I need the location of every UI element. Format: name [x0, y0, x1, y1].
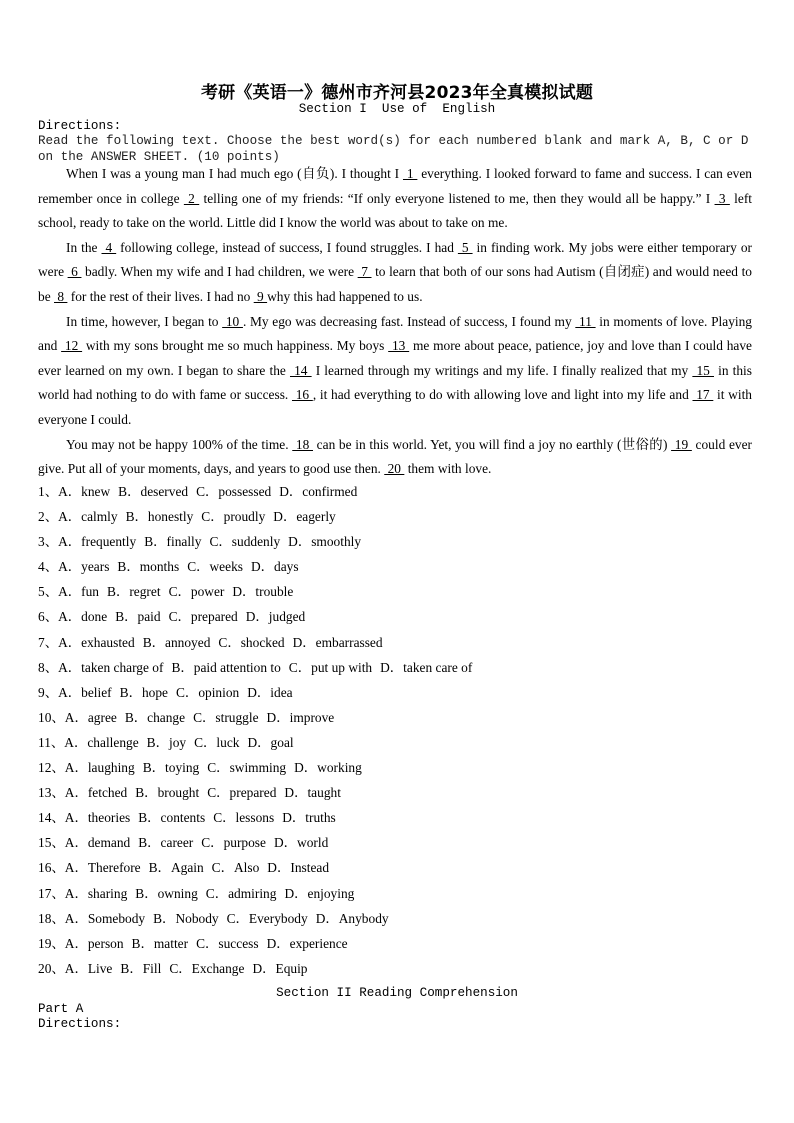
- option-d[interactable]: D．judged: [245, 609, 306, 625]
- passage-text: to learn that both of our sons had Autism (自闭症) and would need to be: [38, 264, 756, 304]
- passage-text: badly. When my wife and I had children, we were: [81, 264, 358, 280]
- option-d[interactable]: D．days: [250, 559, 299, 575]
- option-b[interactable]: B．Again: [148, 860, 204, 876]
- option-d[interactable]: D．working: [294, 760, 362, 776]
- question-number: 7、: [38, 634, 59, 650]
- option-c[interactable]: C．opinion: [176, 684, 240, 700]
- option-b[interactable]: B．finally: [144, 534, 202, 550]
- option-c[interactable]: C．Everybody: [226, 910, 308, 926]
- question-number: 19、: [38, 935, 65, 951]
- option-d[interactable]: D．Equip: [252, 960, 308, 976]
- option-b[interactable]: B．joy: [146, 734, 187, 750]
- passage-text: telling one of my friends: “If only everyone listened to me, then they would all be happy.” I: [199, 190, 715, 206]
- option-c[interactable]: C．prepared: [207, 785, 277, 801]
- option-d[interactable]: D．taken care of: [380, 659, 473, 675]
- option-d[interactable]: D．goal: [247, 734, 294, 750]
- option-d[interactable]: D．trouble: [232, 584, 294, 600]
- option-d[interactable]: D．world: [273, 835, 329, 851]
- option-c[interactable]: C．shocked: [218, 634, 285, 650]
- passage-paragraph: [38, 433, 756, 482]
- question-options-row: [38, 655, 480, 680]
- question-number: 15、: [38, 835, 65, 851]
- question-number: 3、: [38, 534, 59, 550]
- option-b[interactable]: B．matter: [131, 935, 189, 951]
- option-a[interactable]: A．belief: [58, 684, 112, 700]
- option-d[interactable]: D．confirmed: [279, 484, 358, 499]
- option-d[interactable]: D．eagerly: [273, 509, 336, 525]
- passage-paragraph: [38, 162, 756, 236]
- option-b[interactable]: B．honestly: [125, 509, 194, 525]
- option-b[interactable]: B．hope: [119, 684, 168, 700]
- passage-text: could ever give. Put all of your moments, days, and years to good use then.: [38, 436, 756, 477]
- question-number: 6、: [38, 609, 59, 625]
- question-options-row: [38, 680, 480, 705]
- passage-text: . My ego was decreasing fast. Instead of success, I found my: [242, 313, 576, 329]
- passage-text: In the: [66, 239, 102, 255]
- option-c[interactable]: C．luck: [194, 734, 240, 750]
- passage-text: In time, however, I began to: [66, 313, 223, 329]
- option-d[interactable]: D．Instead: [267, 860, 330, 876]
- option-d[interactable]: D．idea: [247, 684, 293, 700]
- option-c[interactable]: C．success: [196, 935, 259, 951]
- section-2-heading: Section II Reading Comprehension: [276, 986, 518, 1000]
- blank-number: 4: [101, 239, 117, 255]
- option-b[interactable]: B．Fill: [120, 960, 162, 976]
- directions-label: Directions:: [38, 119, 122, 133]
- blank-number: 15: [692, 362, 714, 378]
- question-options-row: [38, 630, 480, 655]
- passage-text: in this world had nothing to do with fame or success.: [38, 362, 756, 403]
- question-options-row: [38, 554, 480, 579]
- option-a[interactable]: A．taken charge of: [58, 659, 164, 675]
- option-b[interactable]: B．brought: [135, 785, 200, 801]
- question-options-row: [38, 479, 480, 504]
- option-b[interactable]: B．Nobody: [153, 910, 219, 926]
- blank-number: 9: [253, 288, 268, 304]
- directions-text: Read the following text. Choose the best word(s) for each numbered blank and mark A, B, C or D on the ANSWER SHEET. (10 points): [38, 134, 749, 164]
- option-c[interactable]: C．lessons: [213, 810, 275, 826]
- question-number: 10、: [38, 709, 65, 725]
- option-c[interactable]: C．purpose: [201, 835, 266, 851]
- blank-number: 5: [457, 239, 473, 255]
- passage-text: everything. I looked forward to fame and success. I can even remember once in college: [38, 166, 756, 206]
- option-a[interactable]: A．sharing: [64, 885, 128, 901]
- question-options-row: [38, 931, 480, 956]
- passage-text: them with love.: [404, 461, 492, 477]
- blank-number: 18: [292, 436, 313, 452]
- option-a[interactable]: A．theories: [64, 810, 131, 826]
- passage-text: with my sons brought me so much happiness. My boys: [82, 338, 389, 354]
- option-d[interactable]: D．embarrassed: [292, 634, 383, 650]
- question-number: 14、: [38, 810, 65, 826]
- option-a[interactable]: A．laughing: [64, 760, 135, 776]
- question-options-row: [38, 805, 480, 830]
- option-a[interactable]: A．Somebody: [64, 910, 146, 926]
- option-c[interactable]: C．power: [168, 584, 225, 600]
- passage-text: why this had happened to us.: [267, 288, 423, 304]
- passage-paragraph: [38, 236, 756, 310]
- part-a-label: Part A: [38, 1002, 84, 1016]
- page-title: 考研《英语一》德州市齐河县2023年全真模拟试题: [200, 83, 594, 103]
- option-a[interactable]: A．Live: [64, 960, 113, 976]
- passage-text: for the rest of their lives. I had no: [67, 288, 254, 304]
- blank-number: 6: [67, 264, 82, 280]
- passage-text: I learned through my writings and my life. I finally realized that my: [311, 362, 693, 378]
- blank-number: 19: [671, 436, 692, 452]
- blank-number: 11: [575, 313, 596, 329]
- question-number: 1、: [38, 484, 59, 499]
- option-a[interactable]: A．person: [64, 935, 124, 951]
- question-options-row: [38, 881, 480, 906]
- option-a[interactable]: A．frequently: [58, 534, 137, 550]
- option-c[interactable]: C．weeks: [187, 559, 243, 575]
- option-b[interactable]: B．toying: [142, 760, 200, 776]
- question-options-row: [38, 705, 480, 730]
- passage-text: in finding work. My jobs were either temporary or were: [38, 239, 756, 280]
- option-c[interactable]: C．swimming: [207, 760, 287, 776]
- question-number: 16、: [38, 860, 65, 876]
- option-d[interactable]: D．improve: [266, 709, 335, 725]
- passage-paragraph: [38, 310, 756, 433]
- option-a[interactable]: A．Therefore: [64, 860, 141, 876]
- option-d[interactable]: D．taught: [284, 785, 341, 801]
- answer-options-list: [38, 479, 480, 981]
- question-options-row: [38, 855, 480, 880]
- question-number: 11、: [38, 734, 65, 750]
- option-a[interactable]: A．fun: [58, 584, 100, 600]
- question-options-row: [38, 529, 480, 554]
- question-options-row: [38, 730, 480, 755]
- question-number: 5、: [38, 584, 59, 600]
- question-options-row: [38, 579, 480, 604]
- blank-number: 2: [183, 190, 200, 206]
- option-b[interactable]: B．contents: [138, 810, 206, 826]
- blank-number: 3: [714, 190, 730, 206]
- option-c[interactable]: C．proudly: [201, 509, 266, 525]
- passage-text: me more about peace, patience, joy and love than I could have ever learned on my own. I began to share the: [38, 338, 756, 378]
- option-c[interactable]: C．prepared: [168, 609, 238, 625]
- cloze-passage: [38, 162, 756, 482]
- question-number: 12、: [38, 760, 65, 776]
- blank-number: 10: [222, 313, 243, 329]
- blank-number: 7: [357, 264, 372, 280]
- passage-text: When I was a young man I had much ego (自负). I thought I: [66, 166, 403, 181]
- option-c[interactable]: C．possessed: [196, 484, 272, 499]
- option-b[interactable]: B．regret: [107, 584, 161, 600]
- option-d[interactable]: D．enjoying: [284, 885, 355, 901]
- option-c[interactable]: C．admiring: [205, 885, 277, 901]
- blank-number: 13: [388, 338, 410, 354]
- blank-number: 1: [402, 166, 418, 181]
- passage-text: You may not be happy 100% of the time.: [66, 436, 293, 452]
- option-c[interactable]: C．put up with: [288, 659, 373, 675]
- question-number: 8、: [38, 659, 59, 675]
- option-c[interactable]: C．struggle: [193, 709, 259, 725]
- question-options-row: [38, 830, 480, 855]
- passage-text: can be in this world. Yet, you will find a joy no earthly (世俗的): [313, 436, 672, 452]
- option-b[interactable]: B．paid: [115, 609, 161, 625]
- option-b[interactable]: B．months: [117, 559, 180, 575]
- question-options-row: [38, 504, 480, 529]
- blank-number: 16: [291, 387, 313, 403]
- option-a[interactable]: A．fetched: [64, 785, 128, 801]
- question-options-row: [38, 956, 480, 981]
- question-number: 9、: [38, 684, 59, 700]
- option-b[interactable]: B．deserved: [118, 484, 189, 499]
- option-a[interactable]: A．challenge: [64, 734, 139, 750]
- question-number: 18、: [38, 910, 65, 926]
- blank-number: 8: [54, 288, 68, 304]
- option-a[interactable]: A．calmly: [58, 509, 118, 525]
- blank-number: 17: [692, 387, 714, 403]
- option-a[interactable]: A．done: [58, 609, 108, 625]
- section-1-heading: Section I Use of English: [298, 102, 496, 116]
- option-c[interactable]: C．Exchange: [169, 960, 245, 976]
- option-a[interactable]: A．knew: [58, 484, 111, 499]
- passage-text: it with everyone I could.: [38, 387, 756, 427]
- passage-text: in moments of love. Playing and: [38, 313, 756, 354]
- question-number: 4、: [38, 559, 59, 575]
- passage-text: following college, instead of success, I found struggles. I had: [116, 239, 458, 255]
- option-d[interactable]: D．smoothly: [288, 534, 362, 550]
- option-b[interactable]: B．owning: [135, 885, 198, 901]
- option-c[interactable]: C．suddenly: [209, 534, 281, 550]
- passage-text: , it had everything to do with allowing love and light into my life and: [312, 387, 693, 403]
- blank-number: 12: [61, 338, 83, 354]
- question-number: 17、: [38, 885, 65, 901]
- option-d[interactable]: D．truths: [282, 810, 336, 826]
- option-b[interactable]: B．annoyed: [142, 634, 211, 650]
- option-b[interactable]: B．career: [138, 835, 194, 851]
- question-number: 2、: [38, 509, 59, 525]
- option-a[interactable]: A．agree: [64, 709, 117, 725]
- option-d[interactable]: D．experience: [266, 935, 348, 951]
- question-number: 13、: [38, 785, 65, 801]
- question-number: 20、: [38, 960, 65, 976]
- option-a[interactable]: A．demand: [64, 835, 131, 851]
- option-b[interactable]: B．paid attention to: [171, 659, 281, 675]
- blank-number: 20: [384, 461, 405, 477]
- passage-text: left school, ready to take on the world. Little did I know the world was about to take on me.: [38, 190, 756, 231]
- question-options-row: [38, 906, 480, 931]
- section-2-directions-label: Directions:: [38, 1017, 122, 1031]
- question-options-row: [38, 604, 480, 629]
- question-options-row: [38, 755, 480, 780]
- option-a[interactable]: A．exhausted: [58, 634, 135, 650]
- blank-number: 14: [289, 362, 312, 378]
- option-d[interactable]: D．Anybody: [315, 910, 389, 926]
- option-a[interactable]: A．years: [58, 559, 110, 575]
- question-options-row: [38, 780, 480, 805]
- option-b[interactable]: B．change: [124, 709, 186, 725]
- option-c[interactable]: C．Also: [211, 860, 260, 876]
